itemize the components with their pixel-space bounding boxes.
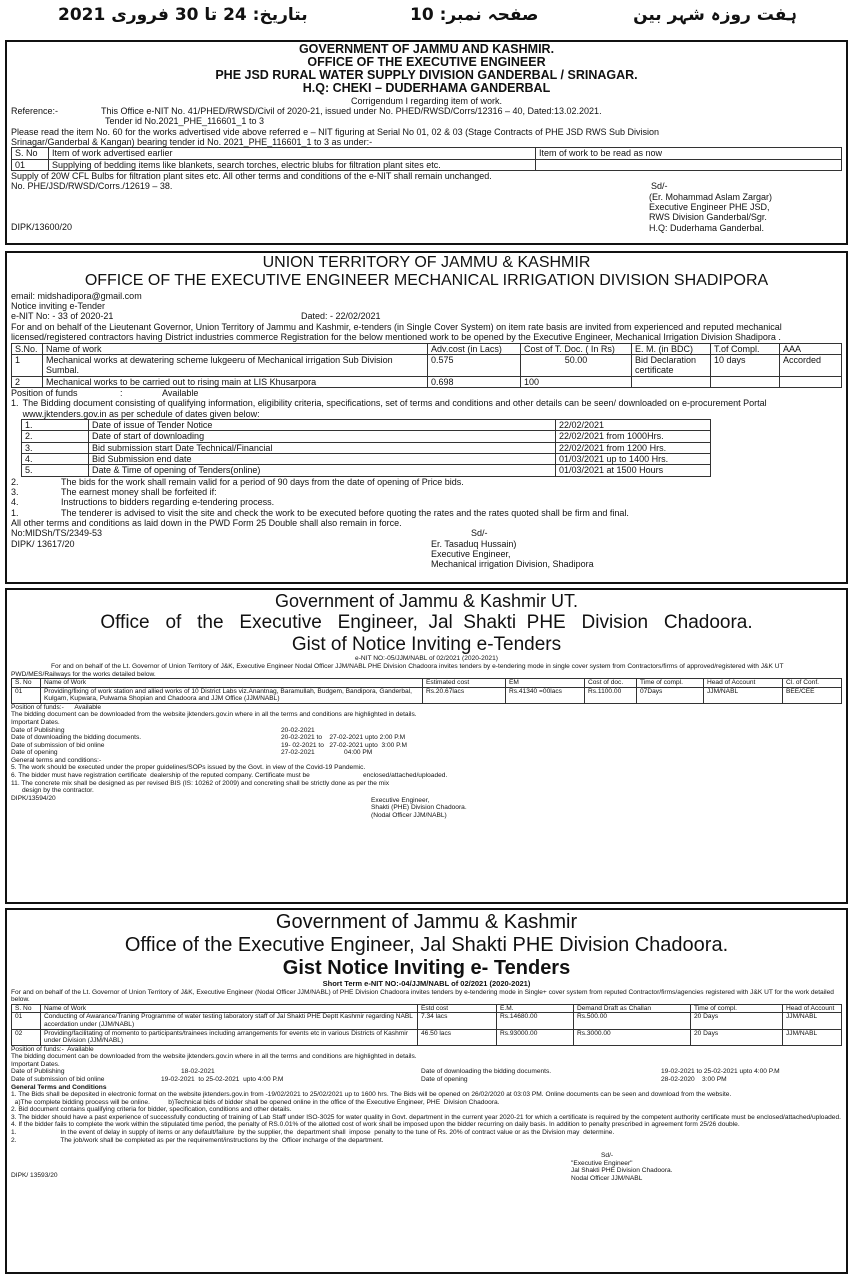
work-table bbox=[11, 147, 842, 171]
signature-line: Nodal Officer JJM/NABL bbox=[571, 1174, 643, 1182]
general-terms-label: General terms and conditions:- bbox=[11, 756, 102, 764]
body-text: For and on behalf of the Lt. Governor of Union Territory of J&K, Executive Engineer Nodal Officer JJM/NABL PHE Division Chadoora invites tenders by e-tendering mode in single cover system from Contractors/firms of approved/registered with J&K UT PWD/MES/Railways for the works detailed below. bbox=[11, 662, 784, 678]
dipk-number: DIPK/ 13593/20 bbox=[11, 1172, 58, 1180]
body-text: For and on behalf of the Lt. Governor of Union Territory of J&K, Executive Engineer (Nodal Officer JJM/NABL) of PHE Division Chadoora invites tenders by e-tendering mode in Single+ cover system from reputed Contractor/firms/agencies registered with J&K UT for the work detailed below. bbox=[11, 988, 834, 1004]
reference-number: No. PHE/JSD/RWSD/Corrs./12619 – 38. bbox=[11, 181, 173, 192]
term-text: The tenderer is advised to visit the site and check the work to be executed before quoting the rates and the rates quoted shall be firm and final. bbox=[61, 507, 629, 518]
date-row bbox=[11, 734, 842, 742]
table-cell: 01 bbox=[12, 1013, 41, 1029]
signature-line: Er. Tasaduq Hussain) bbox=[431, 538, 517, 549]
term-text: 5. The work should be executed under the proper guidelines/SOPs issued by the Govt. in view of the Covid-19 Pandemic. bbox=[11, 764, 366, 772]
signature-block bbox=[571, 1152, 673, 1182]
notice-title: OFFICE OF THE EXECUTIVE ENGINEER bbox=[307, 55, 546, 70]
signature-row bbox=[11, 795, 842, 820]
notice-chadoora-nit-04 bbox=[5, 908, 848, 1274]
term-text: 1. The Bids shall be deposited in electronic format on the website jktenders.gov.in from -19/02/2021 to 25/02/2021 up to 1600 hrs. The Bids will be opened on 26/02/2020 at 03:03 PM. Online documents can be seen and download from the website. bbox=[11, 1091, 732, 1099]
table-header: Demand Draft as Challan bbox=[574, 1004, 691, 1013]
term-number: 1. bbox=[11, 398, 19, 409]
table-cell bbox=[780, 376, 842, 387]
work-table bbox=[11, 1004, 842, 1046]
date-label: Date of Publishing bbox=[11, 726, 65, 734]
term-row bbox=[11, 477, 842, 487]
signature-line: H.Q: Duderhama Ganderbal. bbox=[649, 222, 765, 233]
enit-date: Dated: - 22/02/2021 bbox=[301, 311, 381, 322]
signature-line: Executive Engineer PHE JSD, bbox=[649, 201, 770, 212]
body-text: The Bidding document consisting of qualifying information, eligibility criteria, specifications, set of terms and conditions and other details can be seen/ downloaded on e-procurement Portal www.jktenders.gov.in as per schedule of dates given below: bbox=[22, 398, 767, 419]
signature-line: RWS Division Ganderbal/Sgr. bbox=[649, 212, 767, 223]
table-header: Head of Account bbox=[704, 679, 783, 688]
table-header: Name of Work bbox=[41, 679, 423, 688]
date-label: Date of opening bbox=[421, 1075, 468, 1083]
newspaper-header bbox=[0, 0, 853, 35]
term-text: The earnest money shall be forfeited if: bbox=[61, 486, 217, 497]
table-cell: 01 bbox=[12, 687, 41, 703]
notice-chadoora-nit-05 bbox=[5, 588, 848, 904]
table-cell: 2 bbox=[12, 376, 43, 387]
date-label: Date of opening bbox=[11, 749, 58, 757]
table-cell: Mechanical works to be carried out to rising main at LIS Khusarpora bbox=[43, 376, 428, 387]
table-header: E.M. bbox=[497, 1004, 574, 1013]
table-cell: Rs.41340 =00lacs bbox=[506, 687, 585, 703]
table-header: Item of work to be read as now bbox=[536, 148, 842, 159]
term-number: 2. bbox=[11, 476, 19, 487]
table-cell: 22/02/2021 from 1200 Hrs. bbox=[556, 442, 711, 453]
table-cell: Mechanical works at dewatering scheme lukgeeru of Mechanical irrigation Sub Division Sumbal. bbox=[43, 354, 428, 376]
notice-ganderbal-corrigendum bbox=[5, 40, 848, 245]
schedule-table bbox=[21, 419, 711, 477]
term-row bbox=[11, 398, 842, 419]
table-cell: Rs.20.67lacs bbox=[423, 687, 506, 703]
table-header: S. No bbox=[12, 148, 49, 159]
table-header: Estd cost bbox=[418, 1004, 497, 1013]
term-text: 4. If the bidder fails to complete the work within the stipulated time period, the penalty of RS.0.01% of the allotted cost of work shall be imposed upon the bidder recurring on daily basis. In addition to penalty prescribed in agreement form 25/26 double. bbox=[11, 1121, 740, 1129]
table-cell: Supplying of bedding items like blankets, search torches, electric blubs for filtration plant sites etc. bbox=[49, 159, 536, 170]
table-header: Cl. of Conf. bbox=[783, 679, 842, 688]
table-cell: 1 bbox=[12, 354, 43, 376]
notice-label: Notice inviting e-Tender bbox=[11, 301, 106, 312]
notice-title: Gist Notice Inviting e- Tenders bbox=[282, 957, 571, 979]
ref-sd-row bbox=[11, 181, 842, 191]
date-value: 20-02-2021 bbox=[281, 726, 315, 734]
table-cell: 100 bbox=[521, 376, 632, 387]
position-of-funds: Position of funds:- Available bbox=[11, 703, 102, 711]
table-cell: 01 bbox=[12, 159, 49, 170]
body-text: Please read the item No. 60 for the works advertised vide above referred e – NIT figuring at Serial No 01, 02 & 03 (Stage Contracts of PHE JSD RWS Sub Division bbox=[11, 126, 659, 137]
table-cell: 02 bbox=[12, 1029, 41, 1045]
term-text: 2. Bid document contains qualifying criteria for bidder, specification, conditions and other details. bbox=[11, 1106, 292, 1114]
term-text: 6. The bidder must have registration certificate dealership of the reputed company. Certificate must be enclosed/attached/uploaded. bbox=[11, 772, 448, 780]
table-cell: Date of start of downloading bbox=[89, 431, 556, 442]
enit-row bbox=[11, 311, 842, 321]
reference-text: This Office e-NIT No. 41/PHED/RWSD/Civil of 2020-21, issued under No. PHED/RWSD/Corrs/12316 – 40, Dated:13.02.2021. bbox=[101, 105, 602, 116]
notice-title: Office of the Executive Engineer, Jal Shakti PHE Division Chadoora. bbox=[100, 611, 753, 633]
signature-line: (Nodal Officer JJM/NABL) bbox=[371, 811, 447, 819]
table-cell: 22/02/2021 bbox=[556, 419, 711, 430]
notice-title: H.Q: CHEKI – DUDERHAMA GANDERBAL bbox=[302, 81, 551, 96]
notice-title: Gist of Notice Inviting e-Tenders bbox=[291, 633, 562, 655]
date-value: 28-02-2020 3:00 PM bbox=[661, 1075, 727, 1083]
term-number: 3. bbox=[11, 486, 19, 497]
table-header: S. No bbox=[12, 679, 41, 688]
table-header: Name of work bbox=[43, 343, 428, 354]
table-header: S.No. bbox=[12, 343, 43, 354]
table-cell: Rs.3000.00 bbox=[574, 1029, 691, 1045]
date-row bbox=[11, 742, 842, 750]
date-value: 19-02-2021 to 25-02-2021 upto 4:00 P.M bbox=[661, 1068, 780, 1076]
table-header: Head of Account bbox=[783, 1004, 842, 1013]
reference-block bbox=[11, 528, 431, 569]
signature-line: Jal Shakti PHE Division Chadoora. bbox=[571, 1167, 673, 1175]
table-cell: Rs.93000.00 bbox=[497, 1029, 574, 1045]
table-cell: BEE/CEE bbox=[783, 687, 842, 703]
sd-label: Sd/- bbox=[471, 528, 488, 539]
date-value: 19- 02-2021 to 27-02-2021 upto 3:00 P.M bbox=[281, 741, 407, 749]
position-of-funds: Position of funds:- Available bbox=[11, 1045, 94, 1053]
notice-title: UNION TERRITORY OF JAMMU & KASHMIR bbox=[262, 254, 591, 271]
table-cell: JJM/NABL bbox=[783, 1029, 842, 1045]
reference-line bbox=[11, 106, 842, 116]
term-number: 4. bbox=[11, 497, 19, 508]
term-row bbox=[11, 508, 842, 518]
body-text: Supply of 20W CFL Bulbs for filtration plant sites etc. All other terms and conditions of the e-NIT shall remain unchanged. bbox=[11, 170, 492, 181]
table-header: E. M. (in BDC) bbox=[632, 343, 711, 354]
table-cell: Bid Declaration certificate bbox=[632, 354, 711, 376]
table-cell: Conducting of Awarance/Traning Programme of water testing laboratory staff of Jal Shakti PHE Deptt Kashmir regarding NABL accerdation under (JJM/NABL) bbox=[41, 1013, 418, 1029]
table-header: Time of compl. bbox=[691, 1004, 783, 1013]
table-cell: Providing/fixing of work station and allied works of 10 District Labs viz.Anantnag, Baramullah, Budgem, Bandipora, Ganderbal, Kulgam, Kupwara, Pulwama Shopian and Chadoora and JJM Office (JJM/NABL) bbox=[41, 687, 423, 703]
table-cell: 3. bbox=[22, 442, 89, 453]
date-value: 18-02-2021 bbox=[181, 1068, 215, 1076]
body-text: Srinagar/Ganderbal & Kangan) bearing tender id No. 2021_PHE_116601_1 to 3 as under:- bbox=[11, 136, 373, 147]
table-cell: Date & Time of opening of Tenders(online) bbox=[89, 465, 556, 476]
dipk-number: DIPK/13600/20 bbox=[11, 221, 73, 232]
table-cell bbox=[536, 159, 842, 170]
sd-label: Sd/- bbox=[651, 181, 668, 192]
table-cell: Providing/facilitating of momento to participants/trainees including arrangements for events etc in various Districts of Kashmir under Division (JJM/NABL) bbox=[41, 1029, 418, 1045]
reference-number: No:MIDSh/TS/2349-53 bbox=[11, 528, 103, 539]
date-value: 27-02-2021 04:00 PM bbox=[281, 749, 373, 757]
date-value: 19-02-2021 to 25-02-2021 upto 4:00 P.M bbox=[161, 1075, 284, 1083]
table-cell: 5. bbox=[22, 465, 89, 476]
signature-block bbox=[431, 528, 594, 569]
notice-shadipora-etender bbox=[5, 251, 848, 584]
table-cell: 0.698 bbox=[428, 376, 521, 387]
header-page: صفحہ نمبر: 10 bbox=[410, 5, 539, 25]
enit-number: e-NIT NO:-05/JJM/NABL of 02/2021 (2020-2021) bbox=[355, 655, 498, 663]
table-cell: 4. bbox=[22, 453, 89, 464]
table-cell: 01/03/2021 at 1500 Hours bbox=[556, 465, 711, 476]
important-dates-label: Important Dates. bbox=[11, 1060, 60, 1068]
position-of-funds: Position of funds : Available bbox=[11, 387, 199, 398]
term-text: 2. The job/work shall be completed as per the requirement/instructions by the Officer incharge of the department. bbox=[11, 1136, 384, 1144]
body-text: The bidding document can be downloaded from the website jktenders.gov.in where in all the terms and conditions are highlighted in details. bbox=[11, 711, 417, 719]
table-cell: 10 days bbox=[711, 354, 780, 376]
table-cell: JJM/NABL bbox=[783, 1013, 842, 1029]
term-text: design by the contractor. bbox=[11, 787, 94, 795]
table-cell: Bid submission start Date Technical/Financial bbox=[89, 442, 556, 453]
signature-row bbox=[11, 528, 842, 569]
header-paper-name: ہفت روزہ شہر بین bbox=[633, 5, 797, 25]
table-cell: JJM/NABL bbox=[704, 687, 783, 703]
table-cell: Bid Submission end date bbox=[89, 453, 556, 464]
term-text: 3. The bidder should have a past experience of successfully conducting of training of Lab Staff under ISO-3025 for water quality in Govt. department in the current year 2020-21 for which a certificate is required by the competent authority certificate must be enclosed/attached/uploaded. bbox=[11, 1113, 841, 1121]
term-text: The bids for the work shall remain valid for a period of 90 days from the date of opening of Price bids. bbox=[61, 476, 464, 487]
term-text: 11. The concrete mix shall be designed as per revised BIS (IS: 10262 of 2009) and concreting shall be strictly done as per the mix bbox=[11, 779, 390, 787]
table-cell: Date of issue of Tender Notice bbox=[89, 419, 556, 430]
table-header: Cost of doc. bbox=[585, 679, 637, 688]
term-row bbox=[11, 487, 842, 497]
table-header: Time of compl. bbox=[637, 679, 704, 688]
signature-line: (Er. Mohammad Aslam Zargar) bbox=[649, 191, 773, 202]
reference-label: Reference:- bbox=[11, 105, 59, 116]
notice-title: PHE JSD RURAL WATER SUPPLY DIVISION GANDERBAL / SRINAGAR. bbox=[215, 68, 638, 83]
date-row bbox=[11, 749, 842, 757]
table-header: Item of work advertised earlier bbox=[49, 148, 536, 159]
corrigendum-label: Corrigendum I regarding item of work. bbox=[350, 95, 503, 106]
notice-title: GOVERNMENT OF JAMMU AND KASHMIR. bbox=[298, 42, 555, 56]
signature-line: "Executive Engineer" bbox=[571, 1159, 633, 1167]
date-row bbox=[11, 1076, 842, 1084]
enit-number: e-NIT No: - 33 of 2020-21 bbox=[11, 311, 114, 322]
table-header: AAA bbox=[780, 343, 842, 354]
notice-title: Government of Jammu & Kashmir bbox=[275, 911, 578, 933]
tender-id: Tender id No.2021_PHE_116601_1 to 3 bbox=[105, 116, 264, 127]
notice-title: Office of the Executive Engineer, Jal Shakti PHE Division Chadoora. bbox=[124, 934, 729, 956]
body-text: For and on behalf of the Lieutenant Governor, Union Territory of Jammu and Kashmir, e-tenders (in Single Cover System) on item rate basis are invited from experienced and reputed mechanical licensed/registered contractors having District industries commerce Registration for the below mentioned work to be opened by the Executive Engineer, Mechanical Irrigation Division Shadipora . bbox=[11, 321, 782, 343]
table-cell: Rs.1100.00 bbox=[585, 687, 637, 703]
table-cell: Rs.500.00 bbox=[574, 1013, 691, 1029]
email: email: midshadipora@gmail.com bbox=[11, 290, 142, 301]
date-row bbox=[11, 727, 842, 735]
notice-title: Government of Jammu & Kashmir UT. bbox=[274, 591, 579, 611]
general-terms-label: General Terms and Conditions bbox=[11, 1083, 107, 1091]
date-label: Date of submission of bid online bbox=[11, 741, 105, 749]
table-cell: Accorded bbox=[780, 354, 842, 376]
table-cell: 46.50 lacs bbox=[418, 1029, 497, 1045]
term-number: 1. bbox=[11, 507, 19, 518]
signature-row bbox=[11, 1152, 842, 1182]
table-cell: 01/03/2021 up to 1400 Hrs. bbox=[556, 453, 711, 464]
table-cell: 07Days bbox=[637, 687, 704, 703]
signature-row bbox=[11, 192, 842, 233]
body-text: The bidding document can be downloaded from the website jktenders.gov.in where in all the terms and conditions are highlighted in details. bbox=[11, 1053, 417, 1061]
enit-number: Short Term e-NIT NO:-04/JJM/NABL of 02/2021 (2020-2021) bbox=[322, 979, 531, 988]
work-table bbox=[11, 678, 842, 704]
signature-block bbox=[649, 192, 772, 233]
table-cell: 7.34 lacs bbox=[418, 1013, 497, 1029]
signature-line: Executive Engineer, bbox=[431, 549, 511, 560]
term-text: Instructions to bidders regarding e-tendering process. bbox=[61, 497, 275, 508]
table-cell: 1. bbox=[22, 419, 89, 430]
sd-label: Sd/- bbox=[601, 1152, 614, 1160]
term-text: 1. In the event of delay in supply of items or any default/failure by the supplier, the department shall impose penalty to the tune of Rs. 20% of contract value or as the Division may determine. bbox=[11, 1129, 615, 1137]
table-header: Cost of T. Doc. ( In Rs) bbox=[521, 343, 632, 354]
date-label: Date of downloading the bidding documents. bbox=[11, 734, 142, 742]
notice-title: OFFICE OF THE EXECUTIVE ENGINEER MECHANICAL IRRIGATION DIVISION SHADIPORA bbox=[84, 272, 769, 290]
table-header: T.of Compl. bbox=[711, 343, 780, 354]
table-cell: 50.00 bbox=[521, 354, 632, 376]
important-dates-label: Important Dates. bbox=[11, 719, 60, 726]
table-header: Adv.cost (in Lacs) bbox=[428, 343, 521, 354]
table-header: Name of Work bbox=[41, 1004, 418, 1013]
dipk-number: DIPK/ 13617/20 bbox=[11, 538, 75, 549]
table-cell: 22/02/2021 from 1000Hrs. bbox=[556, 431, 711, 442]
table-header: S. No bbox=[12, 1004, 41, 1013]
date-label: Date of submission of bid online bbox=[11, 1075, 105, 1083]
term-text: a)The complete bidding process will be online. b)Technical bids of bidder shall be opened online in the office of the Executive Engineer, PHE Division Chadoora. bbox=[11, 1098, 500, 1106]
work-table bbox=[11, 343, 842, 388]
table-cell bbox=[632, 376, 711, 387]
date-label: Date of downloading the bidding documents. bbox=[421, 1068, 552, 1076]
signature-line: Executive Engineer, bbox=[371, 796, 430, 804]
table-cell bbox=[711, 376, 780, 387]
table-cell: 20 Days bbox=[691, 1013, 783, 1029]
header-date: بتاریخ: 24 تا 30 فروری 2021 bbox=[58, 5, 308, 25]
table-cell: 2. bbox=[22, 431, 89, 442]
date-label: Date of Publishing bbox=[11, 1068, 65, 1076]
table-header: Estimated cost bbox=[423, 679, 506, 688]
body-text: All other terms and conditions as laid down in the PWD Form 25 Double shall also remain in force. bbox=[11, 518, 402, 528]
date-row bbox=[11, 1068, 842, 1076]
signature-block bbox=[371, 795, 467, 820]
table-header: EM bbox=[506, 679, 585, 688]
table-cell: 0.575 bbox=[428, 354, 521, 376]
signature-line: Shakti (PHE) Division Chadoora. bbox=[371, 804, 467, 812]
table-cell: 20 Days bbox=[691, 1029, 783, 1045]
table-cell: Rs.14680.00 bbox=[497, 1013, 574, 1029]
signature-line: Mechanical irrigation Division, Shadipora bbox=[431, 559, 594, 570]
term-row bbox=[11, 497, 842, 507]
dipk-number: DIPK/13594/20 bbox=[11, 794, 56, 802]
date-value: 20-02-2021 to 27-02-2021 upto 2:00 P.M bbox=[281, 734, 406, 742]
